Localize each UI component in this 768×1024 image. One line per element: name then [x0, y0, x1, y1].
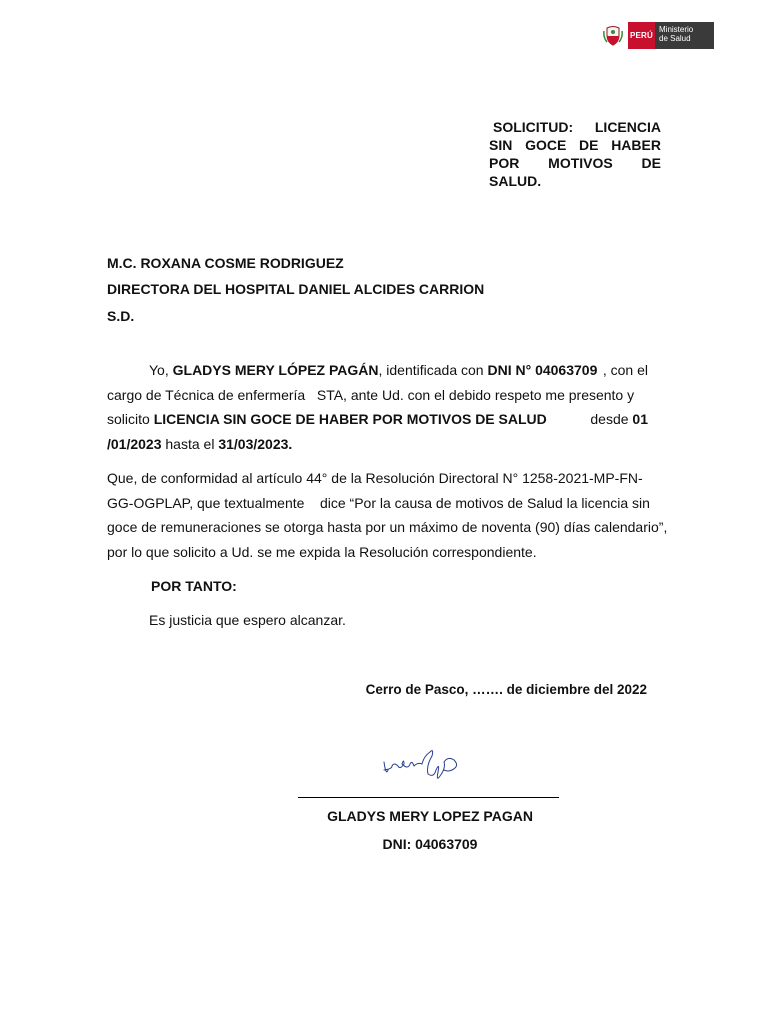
start-date-part: /01/2023 [107, 435, 162, 452]
para1-line4 [107, 432, 648, 457]
subject-word: SIN [489, 137, 513, 153]
subject-word: DE [579, 137, 599, 153]
subject-word: HABER [611, 137, 661, 153]
subject-word: GOCE [525, 137, 567, 153]
ministry-line2: de Salud [659, 34, 691, 43]
legal-basis-paragraph [107, 466, 668, 564]
subject-line-1 [489, 118, 661, 136]
subject-word: POR [489, 155, 520, 171]
por-tanto-heading: POR TANTO: [151, 578, 237, 594]
text-run: , con el [602, 362, 648, 378]
text-run: hasta el [161, 435, 219, 452]
para1-line1 [107, 358, 648, 383]
start-date-part: 01 [632, 411, 648, 427]
applicant-name: GLADYS MERY LÓPEZ PAGÁN [172, 362, 379, 378]
para2-line2: GG-OGPLAP, que textualmente dice “Por la causa de motivos de Salud la licencia sin [107, 494, 650, 511]
subject-word: DE [641, 155, 661, 171]
recipient-title: DIRECTORA DEL HOSPITAL DANIEL ALCIDES CARRION [107, 281, 485, 297]
subject-line-4: SALUD. [489, 173, 542, 189]
request-paragraph [107, 358, 648, 456]
signer-dni: DNI: 04063709 [382, 836, 478, 852]
closing-phrase: Es justicia que espero alcanzar. [149, 612, 346, 628]
ministry-label [655, 22, 714, 49]
recipient-sd: S.D. [107, 308, 135, 324]
text-run: Yo, [149, 362, 173, 378]
subject-line-2 [489, 136, 661, 154]
para1-line2: cargo de Técnica de enfermería STA, ante Ud. con el debido respeto me presento y [107, 386, 635, 403]
para1-line3 [107, 407, 648, 432]
text-run [149, 358, 597, 383]
ministry-line1: Ministerio [659, 25, 694, 34]
text-run: solicito [107, 411, 154, 427]
text-run [107, 407, 547, 432]
para2-line3: goce de remuneraciones se otorga hasta por un máximo de noventa (90) días calendario”, [107, 519, 668, 535]
para2-line4: por lo que solicito a Ud. se me expida la Resolución correspondiente. [107, 543, 537, 560]
text-run: , identificada con [378, 362, 488, 378]
end-date: 31/03/2023. [218, 435, 293, 452]
para2-line1: Que, de conformidad al artículo 44° de la Resolución Directoral N° 1258-2021-MP-FN- [107, 470, 643, 486]
subject-word: MOTIVOS [548, 155, 613, 171]
subject-word: LICENCIA [594, 119, 661, 135]
handwritten-signature [378, 742, 468, 786]
applicant-dni: DNI N° 04063709 [487, 362, 598, 378]
subject-line-3 [489, 154, 661, 172]
signature-line [298, 797, 559, 798]
subject-word: SOLICITUD: [493, 119, 574, 135]
subject-block [489, 118, 661, 190]
coat-of-arms-icon [598, 22, 628, 49]
text-run: desde [586, 411, 633, 427]
peru-label: PERÚ [628, 22, 655, 49]
signer-name: GLADYS MERY LOPEZ PAGAN [327, 808, 533, 824]
ministry-logo [598, 22, 714, 49]
recipient-name: M.C. ROXANA COSME RODRIGUEZ [107, 255, 344, 271]
place-date-line: Cerro de Pasco, ……. de diciembre del 2022 [365, 682, 647, 697]
text-run [586, 407, 648, 432]
license-type: LICENCIA SIN GOCE DE HABER POR MOTIVOS DE SALUD [153, 411, 547, 427]
